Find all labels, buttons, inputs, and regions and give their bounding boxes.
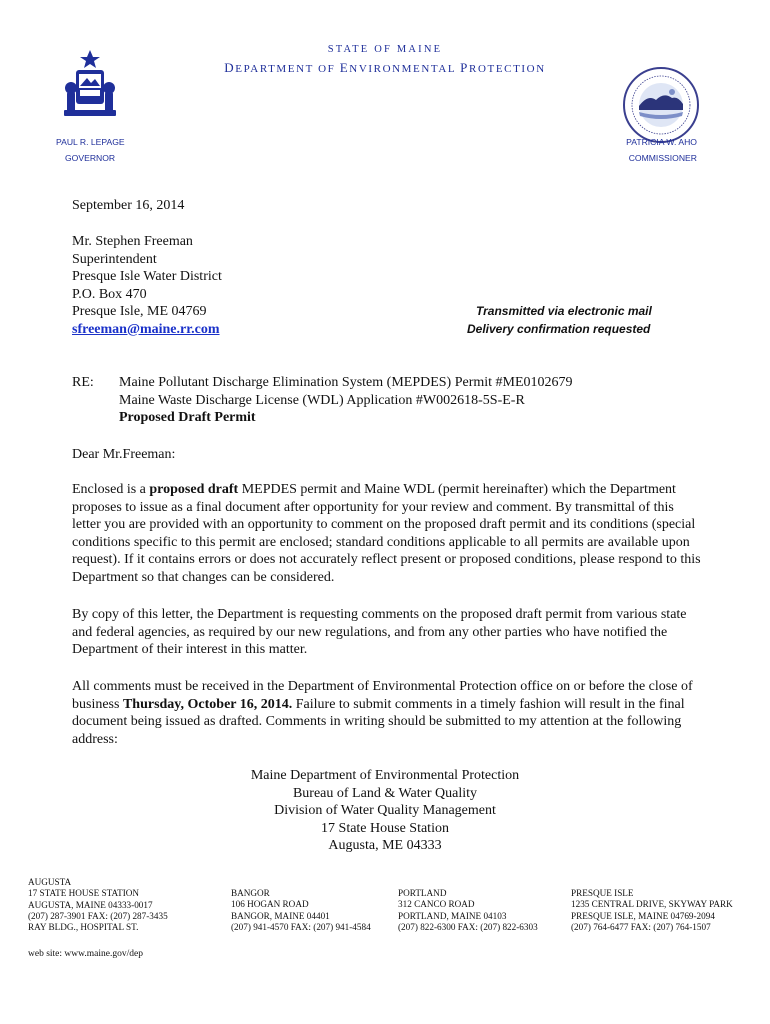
mailing-address bbox=[0, 767, 770, 855]
footer-presque-isle bbox=[571, 888, 733, 933]
office-line: 1235 CENTRAL DRIVE, SKYWAY PARK bbox=[571, 899, 733, 910]
mailing-line: Bureau of Land & Water Quality bbox=[292, 785, 478, 801]
footer-augusta bbox=[28, 877, 168, 933]
re-subject bbox=[119, 374, 719, 427]
office-line: (207) 941-4570 FAX: (207) 941-4584 bbox=[231, 921, 371, 932]
state-seal-icon bbox=[60, 48, 120, 118]
address-line: P.O. Box 470 bbox=[72, 286, 147, 302]
p3-text-a: All comments must be received in the Department of Environmental Protection office on or before the close of business bbox=[72, 679, 693, 712]
office-line: 17 STATE HOUSE STATION bbox=[28, 888, 140, 899]
office-line: PORTLAND, MAINE 04103 bbox=[398, 910, 507, 921]
dept-initial-p: P bbox=[460, 60, 470, 75]
p1-text-a: Enclosed is a bbox=[72, 482, 150, 497]
salutation: Dear Mr.Freeman: bbox=[72, 447, 176, 462]
mailing-line: Division of Water Quality Management bbox=[274, 803, 496, 818]
re-title: Proposed Draft Permit bbox=[119, 410, 256, 425]
paragraph-3 bbox=[72, 678, 702, 748]
address-line: Superintendent bbox=[72, 251, 157, 267]
mailing-line: 17 State House Station bbox=[321, 820, 449, 836]
dept-word-1: EPARTMENT OF bbox=[235, 63, 340, 75]
transmittal-note-1: Transmitted via electronic mail bbox=[476, 304, 652, 318]
p3-text-b: Failure to submit comments in a timely fashion will result in the final document being issued as drafted. Comments in writing should be submitted to my attention at the following address: bbox=[72, 696, 685, 747]
recipient-address bbox=[72, 233, 222, 338]
dep-logo-icon bbox=[622, 66, 700, 144]
office-name: PRESQUE ISLE bbox=[571, 888, 634, 898]
office-line: (207) 764-6477 FAX: (207) 764-1507 bbox=[571, 921, 711, 932]
governor-name: PAUL R. LEPAGE bbox=[56, 137, 125, 147]
re-line: Maine Waste Discharge License (WDL) Application #W002618-5S-E-R bbox=[119, 392, 525, 408]
address-line: Mr. Stephen Freeman bbox=[72, 234, 193, 249]
re-line: Maine Pollutant Discharge Elimination System (MEPDES) Permit #ME0102679 bbox=[119, 375, 573, 390]
office-line: (207) 287-3901 FAX: (207) 287-3435 bbox=[28, 910, 168, 921]
footer-portland bbox=[398, 888, 538, 933]
letter-date: September 16, 2014 bbox=[72, 198, 185, 213]
footer-bangor bbox=[231, 888, 371, 933]
mailing-line: Maine Department of Environmental Protection bbox=[250, 768, 520, 783]
re-label: RE: bbox=[72, 375, 94, 390]
office-line: RAY BLDG., HOSPITAL ST. bbox=[28, 922, 139, 933]
letterhead-state: STATE OF MAINE bbox=[327, 44, 443, 55]
office-line: PRESQUE ISLE, MAINE 04769-2094 bbox=[571, 910, 715, 921]
dept-initial-e: E bbox=[339, 60, 350, 75]
office-name: PORTLAND bbox=[398, 888, 447, 898]
p1-bold: proposed draft bbox=[149, 482, 239, 497]
address-line: Presque Isle Water District bbox=[72, 269, 222, 284]
commissioner-title: COMMISSIONER bbox=[628, 153, 697, 163]
paragraph-2: By copy of this letter, the Department is requesting comments on the proposed draft permit from various state and federal agencies, as required by our new regulations, and from any other parties who have notified the Department of their interest in this matter. bbox=[72, 607, 687, 657]
office-line: 312 CANCO ROAD bbox=[398, 899, 475, 910]
transmittal-note-2: Delivery confirmation requested bbox=[467, 322, 651, 336]
paragraph-1 bbox=[72, 481, 702, 586]
office-line: BANGOR, MAINE 04401 bbox=[231, 910, 330, 921]
email-link[interactable]: sfreeman@maine.rr.com bbox=[72, 321, 220, 337]
office-name: AUGUSTA bbox=[28, 877, 72, 887]
footer-website: web site: www.maine.gov/dep bbox=[28, 949, 143, 959]
commissioner-name: PATRICIA W. AHO bbox=[626, 137, 697, 147]
dept-word-2: NVIRONMENTAL bbox=[349, 63, 461, 75]
p3-bold-date: Thursday, October 16, 2014. bbox=[122, 696, 293, 712]
office-line: 106 HOGAN ROAD bbox=[231, 899, 309, 910]
mailing-line: Augusta, ME 04333 bbox=[328, 838, 442, 853]
office-name: BANGOR bbox=[231, 888, 270, 898]
p1-text-b: MEPDES permit and Maine WDL (permit hereinafter) which the Department proposes to issue as a final document after opportunity for your review and comment. By transmittal of this letter you are provided with an opportunity to comment on the proposed draft permit and its conditions (special conditions specific to this permit are enclosed; standard conditions applicable to all permits are available upon request). If it contains errors or does not accurately reflect present or proposed conditions, please respond to this Department so that changes can be considered. bbox=[72, 482, 701, 585]
dept-word-3: ROTECTION bbox=[469, 63, 546, 75]
governor-title: GOVERNOR bbox=[65, 153, 116, 163]
office-line: AUGUSTA, MAINE 04333-0017 bbox=[28, 899, 153, 910]
office-line: (207) 822-6300 FAX: (207) 822-6303 bbox=[398, 921, 538, 932]
dept-initial-d: D bbox=[224, 60, 236, 75]
address-line: Presque Isle, ME 04769 bbox=[72, 304, 207, 319]
